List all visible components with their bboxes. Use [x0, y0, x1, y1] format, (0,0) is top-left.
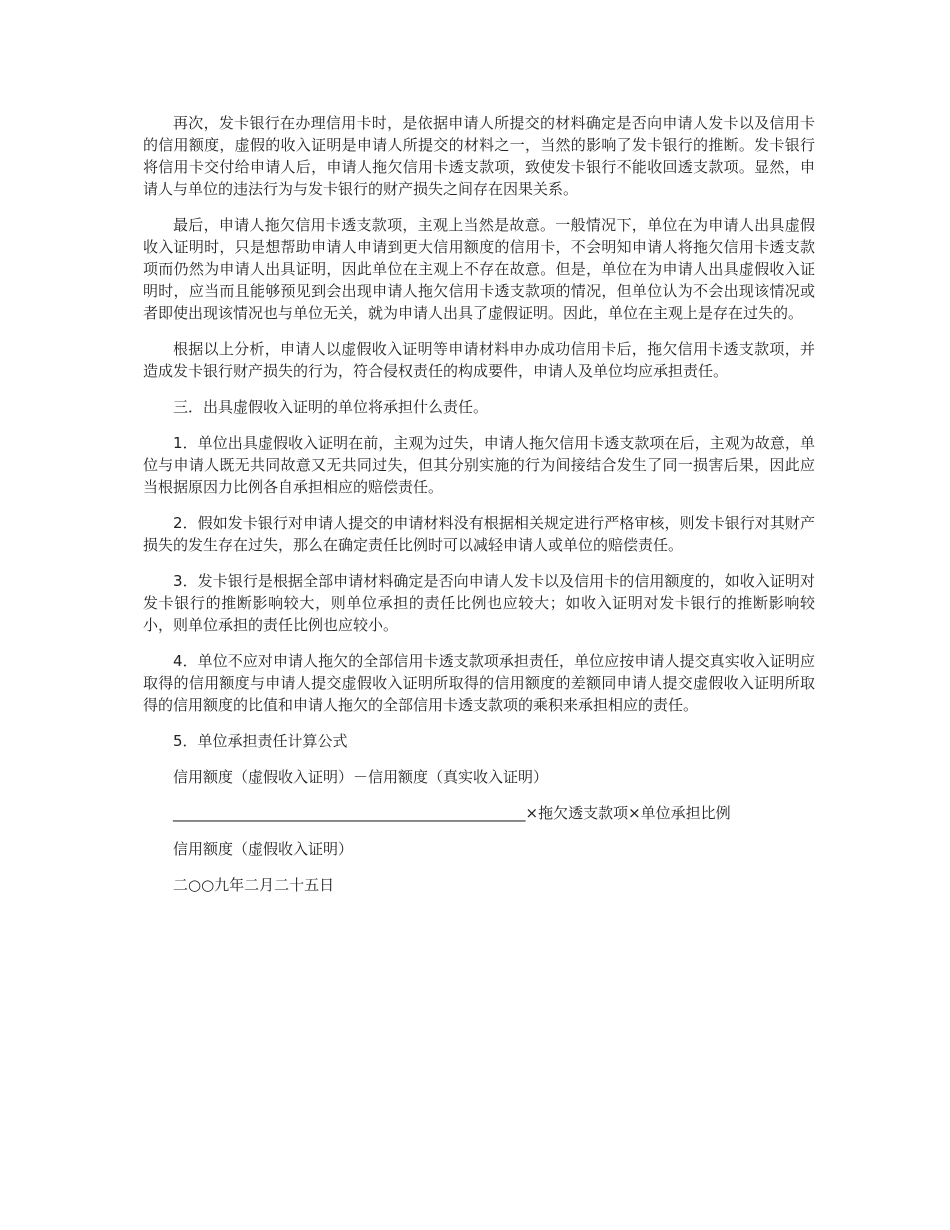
document-date: 二○○九年二月二十五日: [173, 876, 335, 894]
formula-numerator: 信用额度（虚假收入证明）－信用额度（真实收入证明）: [173, 768, 549, 786]
list-item-5: 5．单位承担责任计算公式: [173, 732, 348, 750]
list-item-4: 4．单位不应对申请人拖欠的全部信用卡透支款项承担责任，单位应按申请人提交真实收入证明应取得的信用额度与申请人提交虚假收入证明所取得的信用额度的差额同申请人提交虚假收入证明所取得的信用额度的比值和申请人拖欠的全部信用卡透支款项的乘积来承担相应的责任。: [143, 652, 815, 714]
list-item-2: 2．假如发卡银行对申请人提交的申请材料没有根据相关规定进行严格审核，则发卡银行对其财产损失的发生存在过失，那么在确定责任比例时可以减轻申请人或单位的赔偿责任。: [143, 514, 815, 554]
paragraph-conclusion: 根据以上分析，申请人以虚假收入证明等申请材料申办成功信用卡后，拖欠信用卡透支款项，并造成发卡银行财产损失的行为，符合侵权责任的构成要件，申请人及单位均应承担责任。: [143, 340, 815, 380]
formula-denominator: 信用额度（虚假收入证明）: [173, 840, 354, 858]
list-item-1: 1．单位出具虚假收入证明在前，主观为过失，申请人拖欠信用卡透支款项在后，主观为故意，单位与申请人既无共同故意又无共同过失，但其分别实施的行为间接结合发生了同一损害后果，因此应当根据原因力比例各自承担相应的赔偿责任。: [143, 434, 815, 496]
list-item-3: 3．发卡银行是根据全部申请材料确定是否向申请人发卡以及信用卡的信用额度的，如收入证明对发卡银行的推断影响较大，则单位承担的责任比例也应较大；如收入证明对发卡银行的推断影响较小，则单位承担的责任比例也应较小。: [143, 572, 815, 634]
formula-fraction-line: _______________________________________________×拖欠透支款项×单位承担比例: [173, 804, 731, 822]
paragraph-causation: 再次，发卡银行在办理信用卡时，是依据申请人所提交的材料确定是否向申请人发卡以及信用卡的信用额度，虚假的收入证明是申请人所提交的材料之一，当然的影响了发卡银行的推断。发卡银行将信用卡交付给申请人后，申请人拖欠信用卡透支款项，致使发卡银行不能收回透支款项。显然，申请人与单位的违法行为与发卡银行的财产损失之间存在因果关系。: [143, 114, 815, 198]
document-body: [143, 112, 815, 910]
section-heading-three: 三．出具虚假收入证明的单位将承担什么责任。: [173, 398, 489, 416]
paragraph-fault: 最后，申请人拖欠信用卡透支款项，主观上当然是故意。一般情况下，单位在为申请人出具虚假收入证明时，只是想帮助申请人申请到更大信用额度的信用卡，不会明知申请人将拖欠信用卡透支款项而仍然为申请人出具证明，因此单位在主观上不存在故意。但是，单位在为申请人出具虚假收入证明时，应当而且能够预见到会出现申请人拖欠信用卡透支款项的情况，但单位认为不会出现该情况或者即使出现该情况也与单位无关，就为申请人出具了虚假证明。因此，单位在主观上是存在过失的。: [143, 216, 815, 322]
